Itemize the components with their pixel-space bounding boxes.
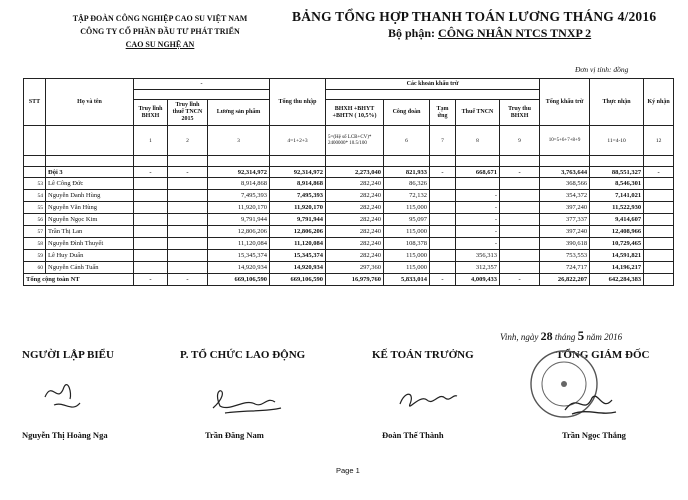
- cell: 8,546,301: [590, 178, 644, 190]
- empty-cell: [134, 226, 168, 238]
- date-line: [500, 328, 622, 344]
- empty-cell: [644, 190, 674, 202]
- empty-cell: [134, 178, 168, 190]
- cell: -: [456, 238, 500, 250]
- cell: 2,273,040: [326, 167, 384, 178]
- cell: 368,566: [540, 178, 590, 190]
- empty-cell: [168, 190, 208, 202]
- header-signature: Ký nhận: [644, 79, 674, 126]
- index-cell: 1: [134, 126, 168, 156]
- header-net-pay: Thực nhận: [590, 79, 644, 126]
- cell: 88,551,327: [590, 167, 644, 178]
- cell: 16,979,760: [326, 274, 384, 286]
- table-row: [24, 250, 674, 262]
- cell: 282,240: [326, 190, 384, 202]
- cell: 14,196,217: [590, 262, 644, 274]
- cell: 11,522,930: [590, 202, 644, 214]
- empty-cell: [644, 250, 674, 262]
- signature-director-icon: [560, 386, 620, 421]
- empty-cell: [500, 190, 540, 202]
- cell: 282,240: [326, 238, 384, 250]
- cell: 92,314,972: [270, 167, 326, 178]
- index-cell: 12: [644, 126, 674, 156]
- index-cell: 10=5+6+7+8+9: [540, 126, 590, 156]
- cell: 7,141,021: [590, 190, 644, 202]
- table-row: [24, 214, 674, 226]
- cell: 86,326: [384, 178, 430, 190]
- cell: 9,791,944: [270, 214, 326, 226]
- cell: 821,933: [384, 167, 430, 178]
- empty-cell: [644, 262, 674, 274]
- cell: 12,806,206: [208, 226, 270, 238]
- empty-cell: [500, 214, 540, 226]
- empty-cell: [168, 214, 208, 226]
- cell: -: [456, 226, 500, 238]
- cell: 356,313: [456, 250, 500, 262]
- cell: 297,360: [326, 262, 384, 274]
- empty-cell: [168, 238, 208, 250]
- row-number: 55: [24, 202, 46, 214]
- cell: 115,000: [384, 250, 430, 262]
- empty-cell: [134, 250, 168, 262]
- header-total-income: Tổng thu nhập: [270, 79, 326, 126]
- empty-cell: [168, 250, 208, 262]
- name-accountant: Đoàn Thế Thành: [382, 430, 444, 440]
- empty-cell: [168, 226, 208, 238]
- header-advance: Tạm ứng: [430, 100, 456, 126]
- cell: -: [644, 167, 674, 178]
- currency-unit: Đơn vị tính: đồng: [575, 65, 629, 74]
- cell: 354,372: [540, 190, 590, 202]
- cell: 92,314,972: [208, 167, 270, 178]
- empty-cell: [430, 214, 456, 226]
- employee-name: Nguyễn Văn Hùng: [46, 202, 134, 214]
- role-hr: P. TỔ CHỨC LAO ĐỘNG: [180, 349, 306, 361]
- cell: 8,914,868: [208, 178, 270, 190]
- empty-cell: [500, 178, 540, 190]
- empty-cell: [644, 178, 674, 190]
- date-year: năm 2016: [586, 332, 623, 342]
- cell: 282,240: [326, 250, 384, 262]
- date-month-word: tháng: [554, 332, 576, 342]
- employee-name: Trần Thị Lan: [46, 226, 134, 238]
- cell: 397,240: [540, 226, 590, 238]
- empty-cell: [500, 202, 540, 214]
- signature-accountant-icon: [395, 382, 460, 417]
- table-row: [24, 178, 674, 190]
- empty-cell: [430, 190, 456, 202]
- date-day: 28: [540, 329, 553, 343]
- cell: 8,914,868: [270, 178, 326, 190]
- name-hr: Trần Đăng Nam: [205, 430, 264, 440]
- cell: 72,132: [384, 190, 430, 202]
- cell: 9,414,607: [590, 214, 644, 226]
- cell: 669,106,590: [208, 274, 270, 286]
- cell: 390,618: [540, 238, 590, 250]
- department-value: CÔNG NHÂN NTCS TNXP 2: [438, 26, 592, 40]
- employee-rows: [24, 178, 674, 274]
- index-cell: 8: [456, 126, 500, 156]
- total-label: Tổng cộng toàn NT: [24, 274, 134, 286]
- table-row: [24, 238, 674, 250]
- header-truy-linh-tncn: Truy lĩnh thuế TNCN 2015: [168, 100, 208, 126]
- cell: 14,920,934: [270, 262, 326, 274]
- name-preparer: Nguyễn Thị Hoàng Nga: [22, 430, 108, 440]
- total-row: [24, 274, 674, 286]
- org-line-2: CÔNG TY CỔ PHẦN ĐẦU TƯ PHÁT TRIỂN: [80, 27, 240, 36]
- cell: 312,357: [456, 262, 500, 274]
- cell: 115,000: [384, 202, 430, 214]
- role-chief-accountant: KẾ TOÁN TRƯỞNG: [372, 349, 474, 361]
- header-deductions: Các khoản khấu trừ: [326, 79, 540, 90]
- empty-cell: [430, 238, 456, 250]
- empty-cell: [134, 190, 168, 202]
- name-director: Trần Ngọc Thắng: [562, 430, 626, 440]
- empty-cell: [430, 226, 456, 238]
- empty-cell: [500, 238, 540, 250]
- header-income-tax: Thuế TNCN: [456, 100, 500, 126]
- header-total-deduction: Tổng khấu trừ: [540, 79, 590, 126]
- cell: 115,000: [384, 226, 430, 238]
- cell: 282,240: [326, 202, 384, 214]
- table-row: [24, 202, 674, 214]
- cell: [456, 178, 500, 190]
- table-row: [24, 262, 674, 274]
- employee-name: Nguyễn Cảnh Tuấn: [46, 262, 134, 274]
- cell: 668,671: [456, 167, 500, 178]
- header-stt: STT: [24, 79, 46, 126]
- cell: 4,009,433: [456, 274, 500, 286]
- document-title: BẢNG TỔNG HỢP THANH TOÁN LƯƠNG THÁNG 4/2016: [292, 9, 657, 24]
- employee-name: Nguyễn Danh Hùng: [46, 190, 134, 202]
- department-label: Bộ phận:: [388, 26, 436, 40]
- cell: 282,240: [326, 178, 384, 190]
- row-number: 59: [24, 250, 46, 262]
- cell: 15,345,374: [270, 250, 326, 262]
- cell: 7,495,393: [270, 190, 326, 202]
- empty-cell: [644, 238, 674, 250]
- signature-hr-icon: [205, 378, 285, 418]
- employee-name: Lê Huy Duẩn: [46, 250, 134, 262]
- cell: 95,097: [384, 214, 430, 226]
- header-union: Công đoàn: [384, 100, 430, 126]
- empty-cell: [430, 262, 456, 274]
- cell: -: [430, 274, 456, 286]
- cell: -: [134, 274, 168, 286]
- empty-cell: [168, 178, 208, 190]
- employee-name: Nguyễn Ngọc Kim: [46, 214, 134, 226]
- cell: 15,345,374: [208, 250, 270, 262]
- row-number: 58: [24, 238, 46, 250]
- cell: -: [456, 190, 500, 202]
- empty-cell: [500, 250, 540, 262]
- cell: 5,833,014: [384, 274, 430, 286]
- cell: 642,284,383: [590, 274, 644, 286]
- department-line: [388, 26, 591, 41]
- cell: 11,120,084: [208, 238, 270, 250]
- role-director: TỔNG GIÁM ĐỐC: [556, 349, 650, 361]
- header-bhxh: BHXH +BHYT +BHTN ( 10,5%): [326, 100, 384, 126]
- cell: 14,920,934: [208, 262, 270, 274]
- empty-cell: [134, 202, 168, 214]
- index-cell: 4=1+2+3: [270, 126, 326, 156]
- date-month: 5: [577, 328, 585, 343]
- cell: -: [430, 167, 456, 178]
- empty-cell: [134, 262, 168, 274]
- row-number: 53: [24, 178, 46, 190]
- employee-name: Nguyễn Đình Thuyết: [46, 238, 134, 250]
- header-top-dash: -: [134, 79, 270, 90]
- date-prefix: Vinh, ngày: [500, 332, 539, 342]
- row-number: 60: [24, 262, 46, 274]
- cell: 108,378: [384, 238, 430, 250]
- cell: 377,337: [540, 214, 590, 226]
- cell: 10,729,465: [590, 238, 644, 250]
- table-row: [24, 190, 674, 202]
- cell: -: [168, 167, 208, 178]
- cell: 669,106,590: [270, 274, 326, 286]
- row-number: 56: [24, 214, 46, 226]
- cell: -: [500, 167, 540, 178]
- page-number: Page 1: [336, 466, 360, 475]
- cell: -: [134, 167, 168, 178]
- index-cell: 2: [168, 126, 208, 156]
- cell: 753,553: [540, 250, 590, 262]
- employee-name: Lê Công Đức: [46, 178, 134, 190]
- empty-cell: [430, 250, 456, 262]
- cell: 9,791,944: [208, 214, 270, 226]
- index-cell: 6: [384, 126, 430, 156]
- header-truy-linh-bhxh: Truy lĩnh BHXH: [134, 100, 168, 126]
- cell: 12,408,966: [590, 226, 644, 238]
- cell: -: [168, 274, 208, 286]
- empty-cell: [134, 238, 168, 250]
- empty-cell: [430, 178, 456, 190]
- cell: 11,120,084: [270, 238, 326, 250]
- empty-cell: [500, 262, 540, 274]
- row-number: 54: [24, 190, 46, 202]
- cell: 724,717: [540, 262, 590, 274]
- cell: 397,240: [540, 202, 590, 214]
- group-name: Đội 3: [46, 167, 134, 178]
- index-cell: 5=(Hệ số LCB+CV)* 2400000* 10.5/100: [326, 126, 384, 156]
- empty-cell: [644, 202, 674, 214]
- index-cell: 11=4-10: [590, 126, 644, 156]
- empty-cell: [644, 214, 674, 226]
- role-preparer: NGƯỜI LẬP BIỂU: [22, 349, 114, 361]
- header-name: Họ và tên: [46, 79, 134, 126]
- cell: 3,763,644: [540, 167, 590, 178]
- cell: -: [500, 274, 540, 286]
- cell: 115,000: [384, 262, 430, 274]
- header-truy-thu-bhxh: Truy thu BHXH: [500, 100, 540, 126]
- cell: 12,806,206: [270, 226, 326, 238]
- index-cell: 9: [500, 126, 540, 156]
- cell: 282,240: [326, 214, 384, 226]
- cell: 11,920,170: [270, 202, 326, 214]
- cell: 11,920,170: [208, 202, 270, 214]
- org-line-1: TẬP ĐOÀN CÔNG NGHIỆP CAO SU VIỆT NAM: [72, 14, 248, 23]
- table-row: [24, 226, 674, 238]
- cell: 14,591,821: [590, 250, 644, 262]
- empty-cell: [134, 214, 168, 226]
- organization-block: [60, 12, 260, 51]
- signature-preparer-icon: [40, 375, 90, 420]
- cell: -: [456, 214, 500, 226]
- empty-cell: [500, 226, 540, 238]
- cell: -: [456, 202, 500, 214]
- empty-cell: [168, 202, 208, 214]
- row-number: 57: [24, 226, 46, 238]
- cell: 7,495,393: [208, 190, 270, 202]
- cell: 26,822,207: [540, 274, 590, 286]
- empty-cell: [168, 262, 208, 274]
- empty-cell: [430, 202, 456, 214]
- index-cell: 3: [208, 126, 270, 156]
- index-cell: 7: [430, 126, 456, 156]
- empty-cell: [644, 226, 674, 238]
- org-line-3: CAO SU NGHỆ AN: [125, 40, 195, 49]
- header-product-wage: Lương sản phẩm: [208, 100, 270, 126]
- group-row: [24, 167, 674, 178]
- cell: 282,240: [326, 226, 384, 238]
- payroll-table: [23, 78, 674, 286]
